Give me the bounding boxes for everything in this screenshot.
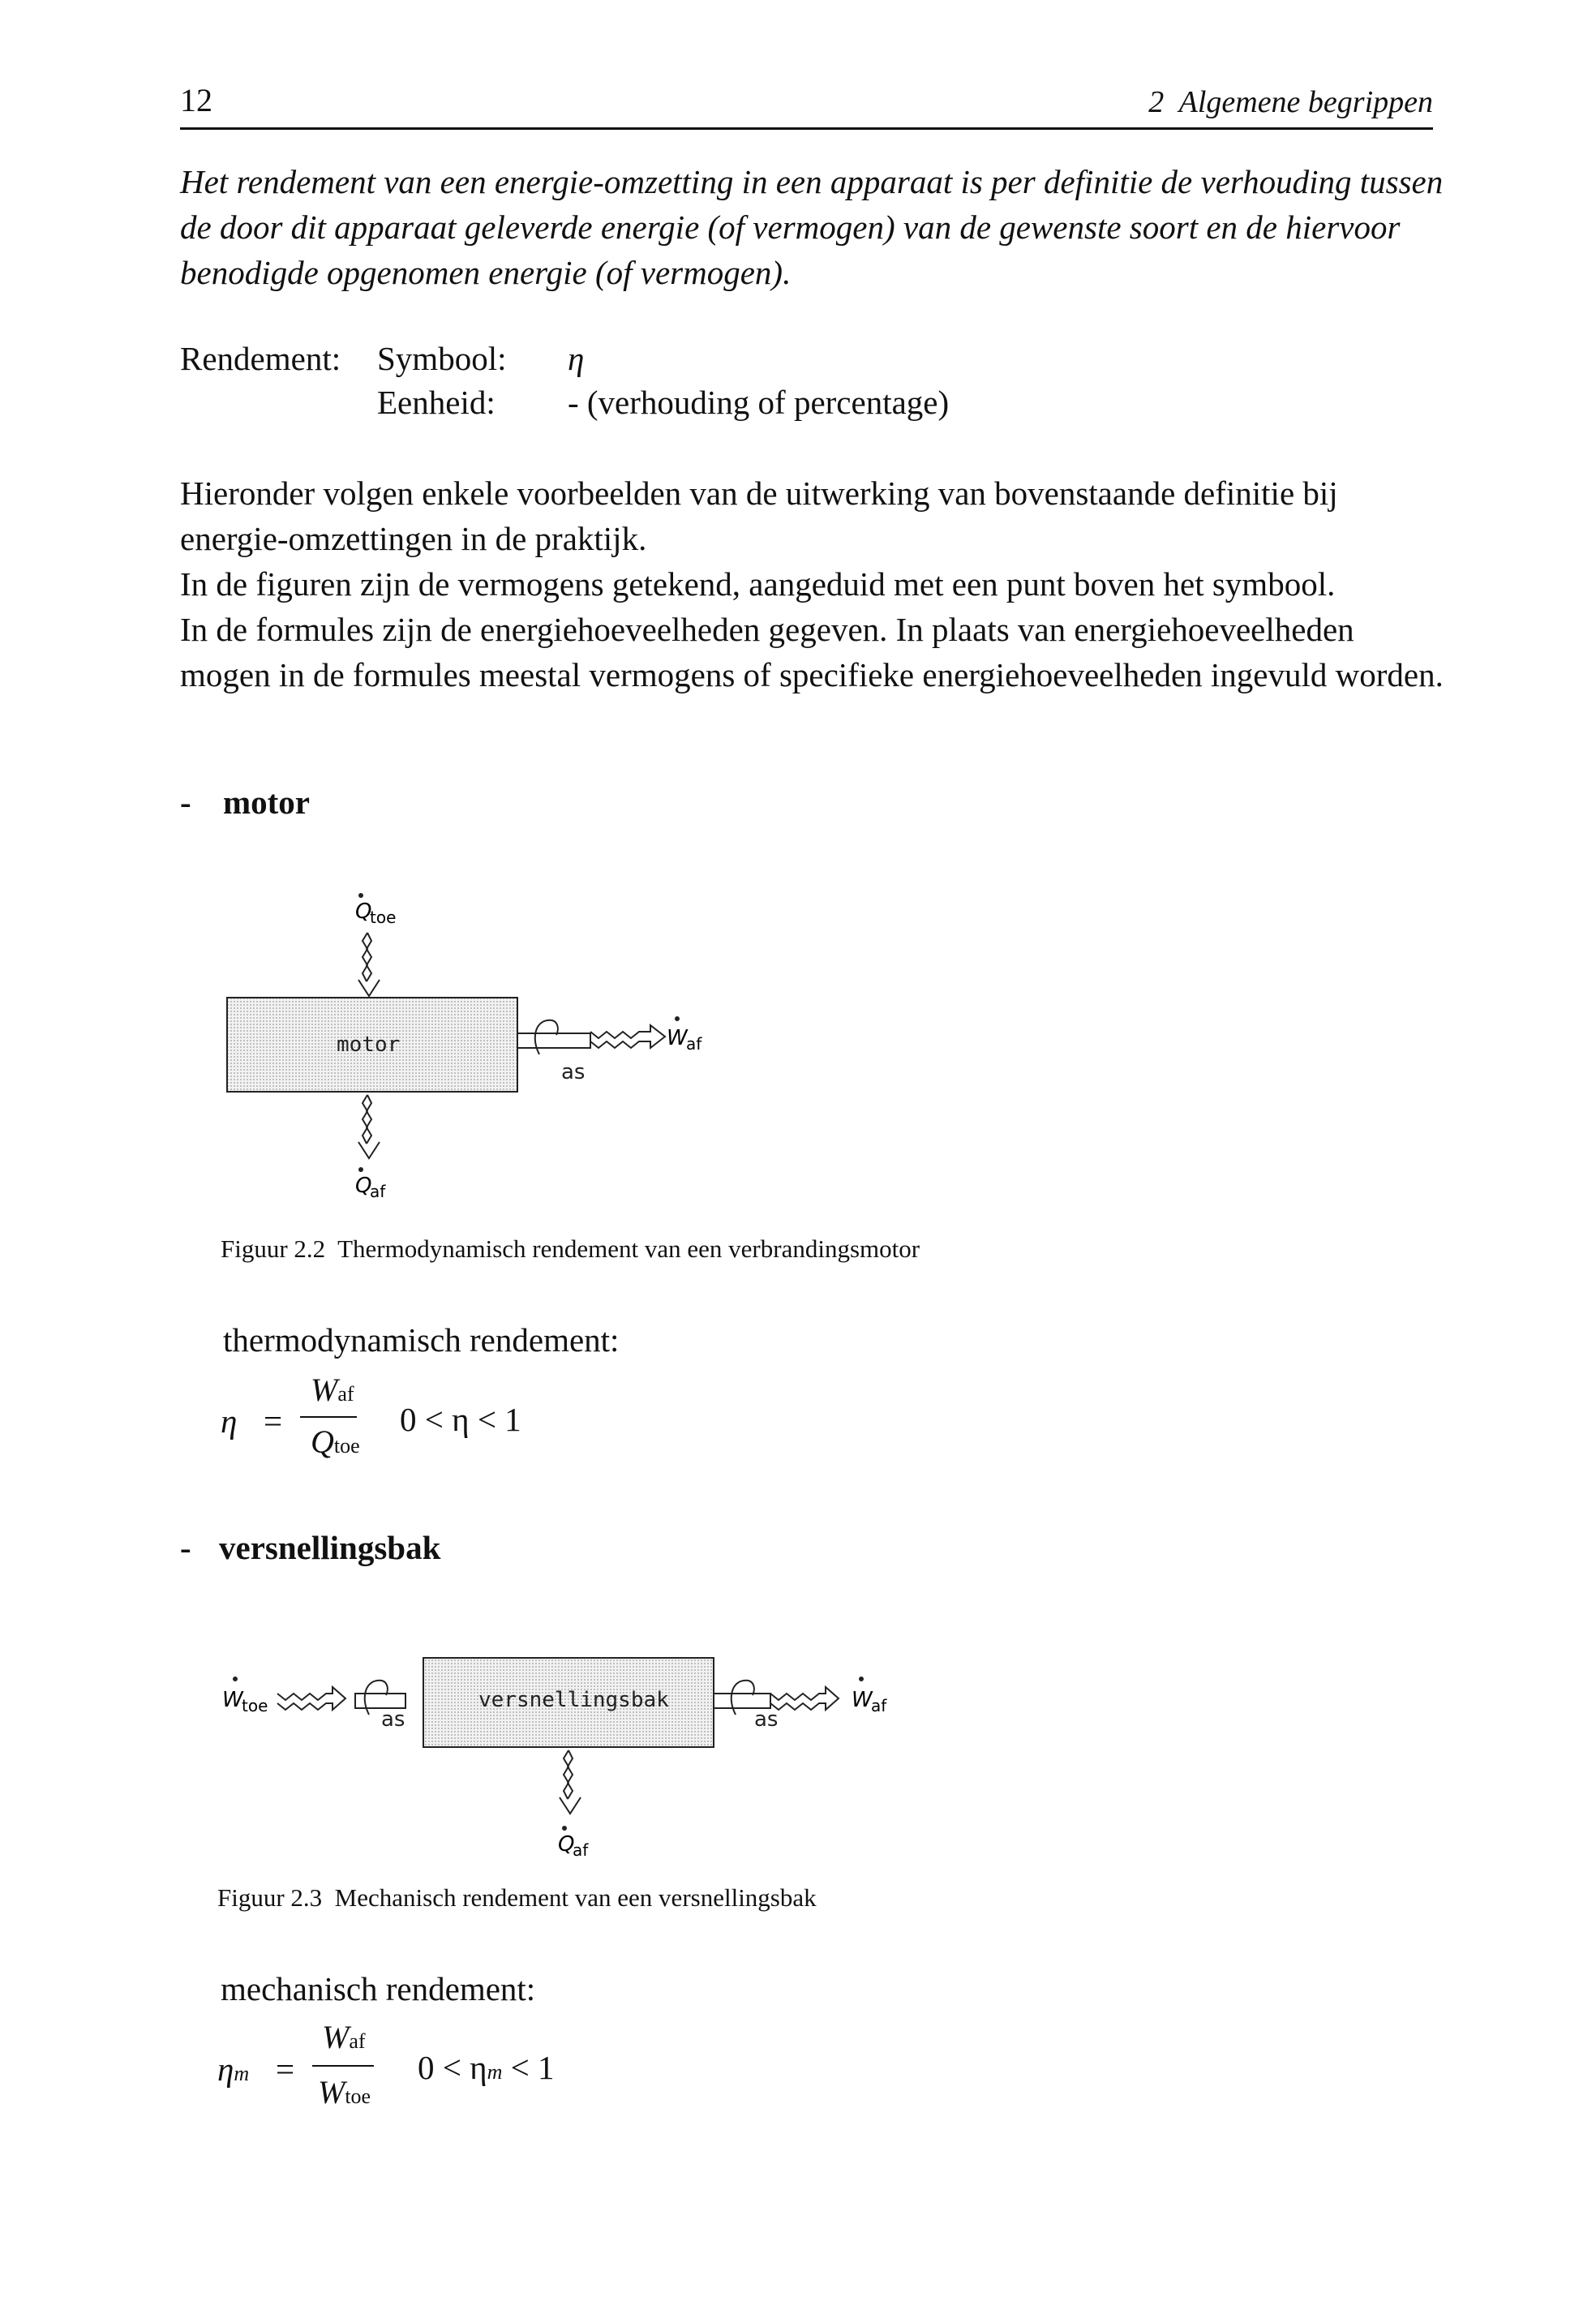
svg-text:W: W	[222, 1688, 243, 1712]
w-toe-label	[222, 1677, 268, 1715]
intro-paragraph: In de formules zijn de energiehoeveelheden gegeven. In plaats van energiehoeveelheden mogen in de formules meestal vermogens of specifieke energiehoeveelheden ingevuld worden.	[180, 611, 1444, 693]
wavy-arrow-w-toe	[277, 1687, 345, 1710]
fraction-bar	[300, 1416, 357, 1418]
motor-shaft	[517, 1033, 590, 1048]
fraction-bar-2	[312, 2065, 374, 2067]
svg-text:Q: Q	[355, 899, 372, 924]
quantity-label: Rendement:	[180, 340, 341, 377]
svg-text:af: af	[686, 1034, 702, 1054]
intro-paragraph: Hieronder volgen enkele voorbeelden van de uitwerking van bovenstaande definitie bij energie-omzettingen in de praktijk.	[180, 474, 1338, 557]
svg-text:Q: Q	[558, 1832, 575, 1857]
gearbox-shaft-left	[355, 1694, 405, 1708]
svg-text:af: af	[573, 1840, 589, 1860]
shaft-label-right: as	[754, 1707, 779, 1732]
wavy-arrow-q-af-gearbox	[560, 1750, 581, 1814]
svg-text:af: af	[370, 1182, 386, 1201]
gearbox-box-label: versnellingsbak	[478, 1688, 669, 1712]
svg-text:W: W	[667, 1026, 688, 1050]
unit-label: Eenheid:	[377, 384, 496, 421]
motor-box-label: motor	[337, 1033, 401, 1057]
eq2-equals: =	[276, 2050, 295, 2088]
q-toe-label	[355, 893, 396, 927]
symbol-value: η	[568, 340, 585, 377]
svg-text:Q: Q	[355, 1174, 372, 1198]
eq2-denominator: Wtoe	[318, 2074, 371, 2110]
svg-text:toe: toe	[242, 1696, 268, 1715]
w-af-gearbox-label	[852, 1677, 887, 1715]
wavy-arrow-q-af	[358, 1095, 380, 1158]
gearbox-shaft-right	[714, 1694, 770, 1708]
eq-equals: =	[264, 1402, 283, 1440]
intro-paragraph: In de figuren zijn de vermogens getekend, aangeduid met een punt boven het symbool.	[180, 565, 1336, 603]
svg-text:af: af	[871, 1696, 887, 1715]
eq2-range: 0 < ηm < 1	[418, 2049, 555, 2086]
shaft-label: as	[561, 1060, 586, 1084]
figure-2-2-caption: Figuur 2.2 Thermodynamisch rendement van een verbrandingsmotor	[221, 1234, 920, 1263]
page-number: 12	[180, 82, 212, 118]
chapter-title: 2 Algemene begrippen	[1148, 85, 1433, 119]
symbol-label: Symbool:	[377, 340, 507, 377]
gearbox-diagram	[211, 1630, 941, 1866]
wavy-arrow-w-af	[590, 1025, 665, 1048]
q-af-label	[355, 1167, 386, 1201]
wavy-arrow-w-af-gearbox	[770, 1687, 839, 1710]
motor-diagram	[195, 868, 779, 1209]
eq-range: 0 < η < 1	[400, 1401, 521, 1438]
section-dash-gearbox: -	[180, 1529, 191, 1566]
eq-lhs: η	[221, 1402, 238, 1440]
wavy-arrow-q-toe	[358, 933, 380, 996]
figure-2-3-caption: Figuur 2.3 Mechanisch rendement van een versnellingsbak	[217, 1883, 817, 1912]
unit-value: - (verhouding of percentage)	[568, 384, 950, 421]
w-af-label	[667, 1016, 702, 1054]
eq2-lhs: ηm	[217, 2050, 250, 2088]
section-title-motor: motor	[223, 784, 311, 821]
eq-title-motor: thermodynamisch rendement:	[223, 1321, 620, 1359]
svg-text:toe: toe	[370, 908, 397, 927]
header-rule	[180, 127, 1433, 130]
intro-text	[180, 470, 1445, 698]
svg-text:W: W	[852, 1688, 873, 1712]
eq-denominator: Qtoe	[311, 1423, 360, 1460]
definition-text: Het rendement van een energie-omzetting in een apparaat is per definitie de verhouding tussen de door dit apparaat geleverde energie (of vermogen) van de gewenste soort en de hiervoor benodigde opgenomen energie (of vermogen).	[180, 163, 1444, 291]
section-dash-motor: -	[180, 784, 191, 821]
shaft-label-left: as	[381, 1707, 405, 1732]
q-af-gearbox-label	[558, 1826, 589, 1860]
eq2-numerator: Waf	[322, 2019, 366, 2055]
section-title-gearbox: versnellingsbak	[219, 1529, 441, 1566]
eq-title-gearbox: mechanisch rendement:	[221, 1970, 536, 2007]
eq-numerator: Waf	[311, 1372, 354, 1408]
